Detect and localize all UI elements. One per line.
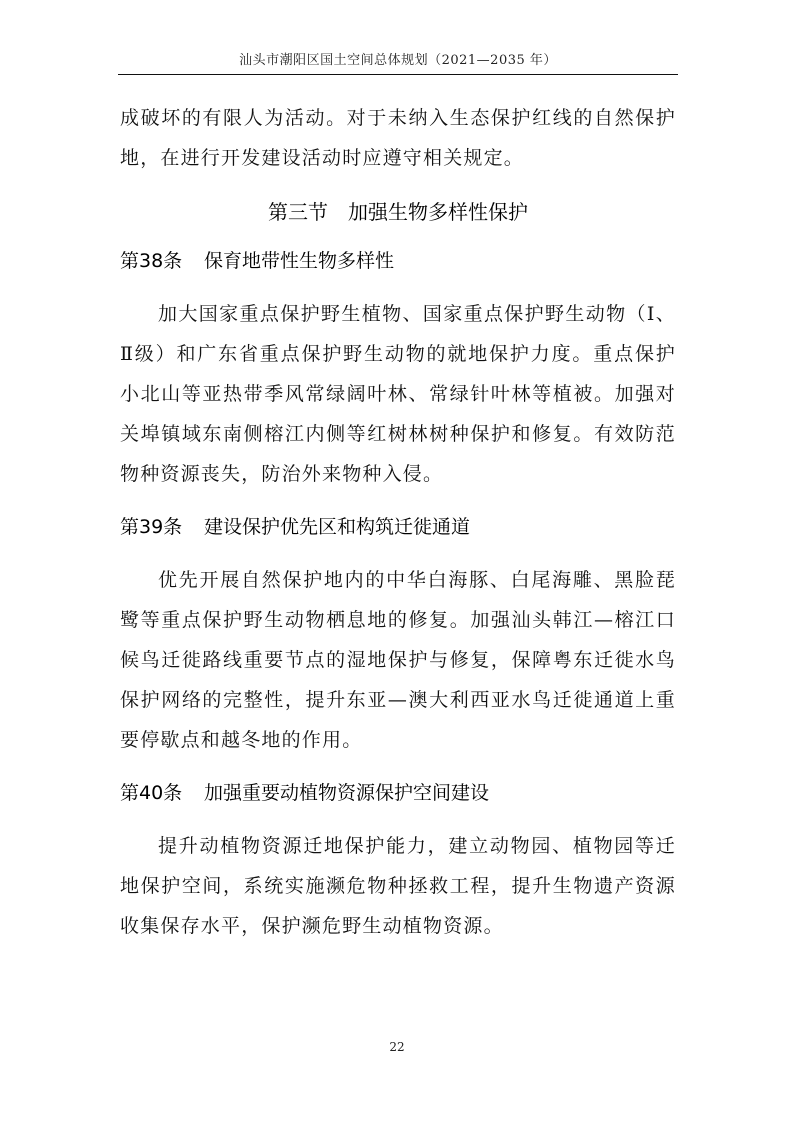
article-number: 第38条: [120, 250, 183, 272]
spacer: [120, 760, 676, 774]
article-40-text: 提升动植物资源迁地保护能力，建立动物园、植物园等迁地保护空间，系统实施濒危物种拯救工程，提升生物遗产资源收集保存水平，保护濒危野生动植物资源。: [120, 835, 676, 937]
header-rule: [118, 74, 678, 75]
section-title: 第三节 加强生物多样性保护: [268, 200, 528, 224]
article-39-text: 优先开展自然保护地内的中华白海豚、白尾海雕、黑脸琵鹭等重点保护野生动物栖息地的修复。加强汕头韩江—榕江口候鸟迁徙路线重要节点的湿地保护与修复，保障粤东迁徙水鸟保护网络的完整性，提升东亚—澳大利西亚水鸟迁徙通道上重要停歇点和越冬地的作用。: [120, 569, 676, 751]
spacer: [120, 812, 676, 826]
article-39-heading: [120, 508, 676, 546]
spacer: [120, 280, 676, 294]
running-header: 汕头市潮阳区国土空间总体规划（2021—2035 年）: [239, 53, 557, 68]
article-number: 第40条: [120, 782, 183, 804]
page-number: 22: [389, 1040, 405, 1054]
article-38-text: 加大国家重点保护野生植物、国家重点保护野生动物（Ⅰ、Ⅱ级）和广东省重点保护野生动物的就地保护力度。重点保护小北山等亚热带季风常绿阔叶林、常绿针叶林等植被。加强对关埠镇域东南侧榕江内侧等红树林树种保护和修复。有效防范物种资源丧失，防治外来物种入侵。: [120, 303, 676, 485]
article-title: 建设保护优先区和构筑迁徙通道: [204, 516, 471, 538]
article-38-heading: [120, 242, 676, 280]
spacer: [120, 232, 676, 242]
spacer: [120, 494, 676, 508]
article-title: 保育地带性生物多样性: [204, 250, 395, 272]
article-title: 加强重要动植物资源保护空间建设: [204, 782, 490, 804]
spacer: [120, 178, 676, 188]
page-body: [120, 98, 676, 946]
article-number: 第39条: [120, 516, 183, 538]
article-40-heading: [120, 774, 676, 812]
spacer: [120, 546, 676, 560]
intro-paragraph: 成破坏的有限人为活动。对于未纳入生态保护红线的自然保护地，在进行开发建设活动时应遵守相关规定。: [120, 107, 676, 169]
